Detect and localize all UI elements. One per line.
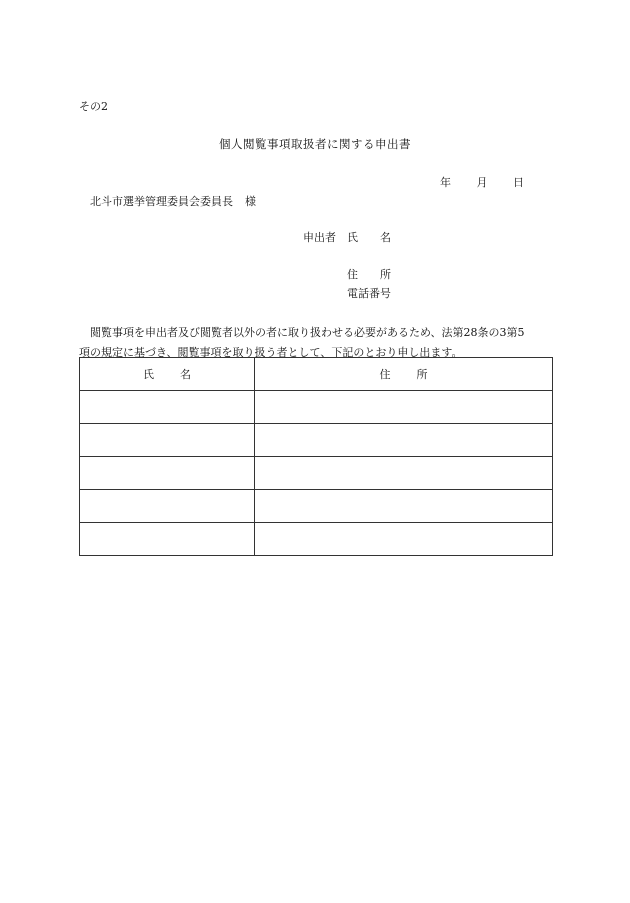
header-address-char-1: 住 — [379, 368, 391, 381]
column-header-name — [80, 358, 255, 391]
table-header-row — [80, 358, 553, 391]
document-title: 個人閲覧事項取扱者に関する申出書 — [219, 137, 411, 151]
table-row — [80, 523, 553, 556]
date-year-label: 年 — [440, 176, 451, 189]
address-cell[interactable] — [255, 457, 553, 490]
address-cell[interactable] — [255, 523, 553, 556]
address-label-char-1: 住 — [347, 268, 358, 281]
applicant-name-label — [347, 232, 391, 243]
date-line — [440, 177, 524, 188]
addressee-name: 北斗市選挙管理委員会委員長 — [90, 195, 233, 208]
name-cell[interactable] — [80, 424, 255, 457]
name-cell[interactable] — [80, 457, 255, 490]
applicant-phone-label: 電話番号 — [347, 287, 391, 300]
table-row — [80, 457, 553, 490]
header-name-char-1: 氏 — [143, 368, 154, 381]
date-day-label: 日 — [513, 176, 524, 189]
applicant-address-label — [347, 269, 391, 280]
date-month-label: 月 — [476, 176, 488, 189]
body-line-2: 項の規定に基づき、閲覧事項を取り扱う者として、下記のとおり申し出ます。 — [79, 346, 463, 359]
table-row — [80, 424, 553, 457]
address-cell[interactable] — [255, 490, 553, 523]
address-cell[interactable] — [255, 424, 553, 457]
name-cell[interactable] — [80, 391, 255, 424]
addressee — [90, 196, 256, 207]
address-cell[interactable] — [255, 391, 553, 424]
name-label-char-2: 名 — [380, 231, 391, 244]
header-name-char-2: 名 — [180, 368, 191, 381]
address-label-char-2: 所 — [380, 268, 391, 281]
applicant-label: 申出者 — [303, 231, 336, 244]
handler-register-table — [79, 357, 553, 556]
table-row — [80, 490, 553, 523]
column-header-address — [255, 358, 553, 391]
table-row — [80, 391, 553, 424]
header-address-char-2: 所 — [416, 368, 428, 381]
name-label-char-1: 氏 — [347, 231, 358, 244]
name-cell[interactable] — [80, 523, 255, 556]
body-line-1: 閲覧事項を申出者及び閲覧者以外の者に取り扱わせる必要があるため、法第28条の3第5 — [90, 326, 525, 339]
document-number: その2 — [79, 100, 108, 113]
addressee-honorific: 様 — [245, 195, 256, 208]
name-cell[interactable] — [80, 490, 255, 523]
